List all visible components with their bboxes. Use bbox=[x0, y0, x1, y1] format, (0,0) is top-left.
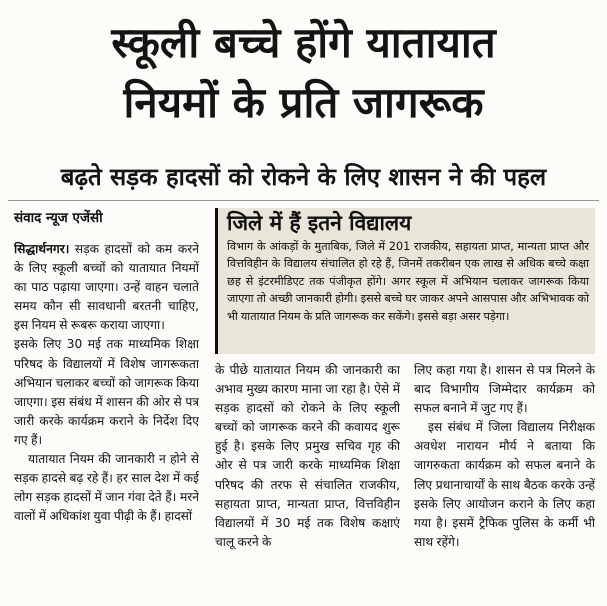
paragraph-2: इसके लिए 30 मई तक माध्यमिक शिक्षा परिषद के विद्यालयों में विशेष जागरूकता अभियान चलाकर बच्चों को जागरूक किया जाएगा। इस संबंध में शासन की ओर से पत्र जारी करके कार्यक्रम कराने के निर्देश दिए गए हैं। bbox=[14, 337, 199, 447]
sidebar-text: विभाग के आंकड़ों के मुताबिक, जिले में 201 राजकीय, सहायता प्राप्त, मान्यता प्राप्त और वित्तविहीन के विद्यालय संचालित हो रहे हैं, जिनमें तकरीबन एक लाख से अधिक बच्चे कक्षा छह से इंटरमीडिएट तक पंजीकृत होंगे। अगर स्कूल में अभियान चलाकर जागरूक किया जाएगा तो अच्छी जानकारी होगी। इससे बच्चे घर जाकर अपने आसपास और अभिभावक को भी यातायात नियम के प्रति जागरूक कर सकेंगे। इससे बड़ा असर पड़ेगा। bbox=[227, 240, 589, 323]
paragraph-3-part-3: लिए कहा गया है। शासन से पत्र मिलने के बाद विभागीय जिम्मेदार कार्यक्रम को सफल बनाने में जुट गए हैं। bbox=[414, 363, 595, 416]
paragraph-4: इस संबंध में जिला विद्यालय निरीक्षक अवधेश नारायन मौर्य ने बताया कि जागरुकता कार्यक्रम को सफल बनाने के लिए प्रधानाचार्यों के साथ बैठक करके उन्हें इसके लिए आयोजन कराने के लिए कहा गया है। इसमें ट्रैफिक पुलिस के कर्मी भी साथ रहेंगे। bbox=[414, 420, 595, 549]
article-column-3 bbox=[414, 361, 595, 606]
sidebar-box bbox=[215, 208, 595, 354]
sidebar-title: जिले में हैं इतने विद्यालय bbox=[227, 211, 412, 235]
paragraph-3-part-2: के पीछे यातायात नियम की जानकारी का अभाव मुख्य कारण माना जा रहा है। ऐसे में सड़क हादसों को रोकने के लिए स्कूली बच्चों को जागरूक करने की कवायद शुरू हुई है। इसके लिए प्रमुख सचिव गृह की ओर से पत्र जारी करके माध्यमिक शिक्षा परिषद की तरफ से संचालित राजकीय, सहायता प्राप्त, मान्यता प्राप्त, वित्तविहीन विद्यालयों में 30 मई तक विशेष कक्षाएं चालू करने के bbox=[215, 363, 400, 549]
headline-line-2: नियमों के प्रति जागरूक bbox=[123, 78, 484, 127]
article-column-2 bbox=[215, 361, 400, 606]
byline: संवाद न्यूज एजेंसी bbox=[14, 210, 103, 226]
paragraph-3-part-1: यातायात नियम की जानकारी न होने से सड़क हादसे बढ़ रहे हैं। हर साल देश में कई लोग सड़क हादसों में जान गंवा देते हैं। मरने वालों में अधिकांश युवा पीढ़ी के हैं। हादसों bbox=[14, 452, 199, 524]
article-column-1 bbox=[14, 240, 199, 606]
subheadline: बढ़ते सड़क हादसों को रोकने के लिए शासन ने की पहल bbox=[60, 163, 547, 191]
paragraph-1: सड़क हादसों को कम करने के लिए स्कूली बच्चों को यातायात नियमों का पाठ पढ़ाया जाएगा। उन्हें वाहन चलाते समय कौन सी सावधानी बरतनी चाहिए, इस नियम से रूबरू कराया जाएगा। bbox=[14, 242, 199, 333]
headline-line-1: स्कूली बच्चे होंगे यातायात bbox=[111, 18, 496, 67]
divider bbox=[8, 200, 599, 201]
dateline: सिद्धार्थनगर। bbox=[14, 242, 70, 256]
